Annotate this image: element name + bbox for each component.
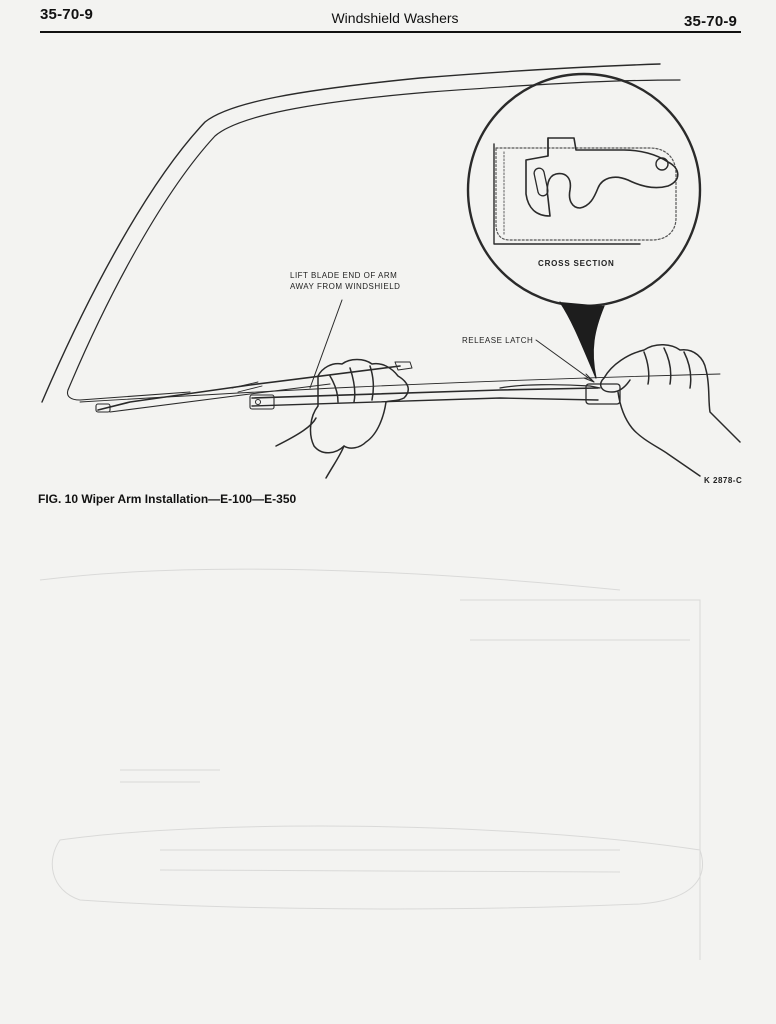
page-title: Windshield Washers — [331, 10, 459, 26]
figure-code: K 2878-C — [704, 476, 743, 485]
right-hand — [601, 345, 740, 476]
left-hand — [276, 360, 408, 479]
page-number-left: 35-70-9 — [40, 6, 94, 23]
cross-section-detail — [494, 138, 678, 244]
arm-pivot-head — [586, 384, 620, 404]
bleed-through-illustration — [0, 520, 776, 1000]
wiper-arm-illustration — [0, 40, 776, 490]
label-release-latch: RELEASE LATCH — [462, 336, 534, 345]
windshield-frame-outer — [42, 64, 660, 402]
header-rule — [40, 31, 741, 33]
page-number-right: 35-70-9 — [684, 13, 738, 30]
label-cross-section: CROSS SECTION — [538, 259, 615, 268]
label-lift-blade: LIFT BLADE END OF ARM AWAY FROM WINDSHIELD — [290, 271, 401, 291]
cross-section-circle — [468, 74, 700, 306]
figure-caption: FIG. 10 Wiper Arm Installation—E-100—E-350 — [38, 492, 297, 506]
